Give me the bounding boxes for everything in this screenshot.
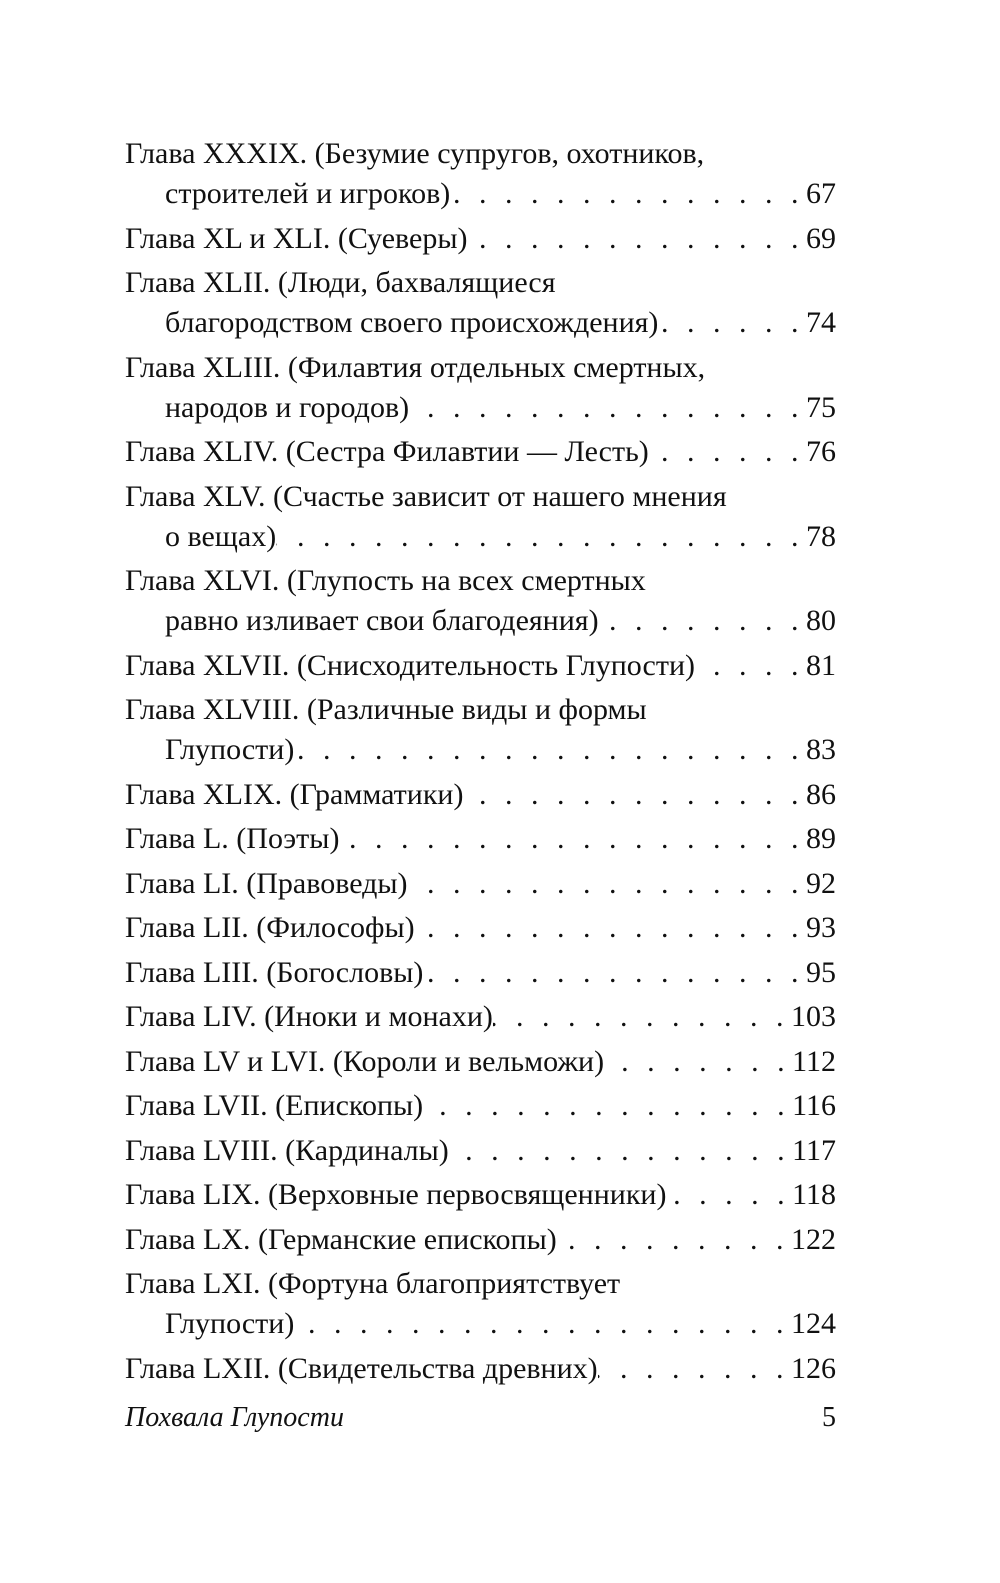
dot-leader [463, 775, 806, 815]
toc-entry-page: 95 [806, 955, 836, 989]
dot-leader [423, 953, 806, 993]
toc-entry-title: равно изливает свои благодеяния) [165, 604, 599, 637]
toc-entry-line [125, 1131, 836, 1171]
toc-entry-title: Глава XLIV. (Сестра Филавтии — Лесть) [125, 435, 649, 468]
toc-entry-page: 92 [806, 866, 836, 900]
toc-entry-page: 83 [806, 733, 836, 766]
toc-entry-line [125, 953, 836, 993]
toc-entry-page: 80 [806, 604, 836, 637]
toc-entry-line [125, 1042, 836, 1082]
page-footer [125, 1398, 836, 1438]
toc-entry [125, 1175, 836, 1215]
toc-entry-title: Глава LXII. (Свидетельства древних) [125, 1351, 598, 1385]
toc-entry [125, 997, 836, 1037]
toc-entry [125, 1264, 836, 1344]
toc-entry [125, 134, 836, 214]
toc-entry-title: Глава LIX. (Верховные первосвященники) [125, 1178, 667, 1211]
dot-leader [409, 388, 806, 428]
toc-entry [125, 953, 836, 993]
dot-leader [649, 432, 806, 472]
toc-entry-title: Глава L. (Поэты) [125, 822, 340, 855]
toc-entry-title: Глава LXI. (Фортуна благоприятствует [125, 1267, 621, 1300]
toc-entry [125, 646, 836, 686]
dot-leader [666, 1175, 792, 1215]
toc-entry-line [125, 730, 836, 770]
toc-entry [125, 864, 836, 904]
toc-entry-line [125, 864, 836, 904]
toc-entry-line [125, 348, 836, 388]
toc-entry-line [125, 819, 836, 859]
dot-leader [599, 601, 806, 641]
toc-entry-line [125, 517, 836, 557]
toc-entry-title: Глава LII. (Философы) [125, 911, 415, 944]
dot-leader [695, 646, 806, 686]
toc-entry-page: 76 [806, 435, 836, 468]
toc-entry-page: 118 [792, 1178, 836, 1211]
toc-entry-page: 103 [791, 1000, 836, 1033]
toc-entry [125, 263, 836, 343]
toc-entry-line [125, 134, 836, 174]
toc-entry [125, 1086, 836, 1126]
toc-entry-title: Глава LV и LVI. (Короли и вельможи) [125, 1044, 605, 1078]
toc-entry [125, 219, 836, 259]
toc-entry [125, 819, 836, 859]
dot-leader [598, 1349, 791, 1389]
toc-entry-title: Глава XXXIX. (Безумие супругов, охотников, [125, 137, 705, 170]
dot-leader [294, 1304, 791, 1344]
toc-entry-title: Глава LIV. (Иноки и монахи) [125, 1000, 493, 1033]
toc-entry-title: Глава LI. (Правоведы) [125, 866, 408, 900]
toc-entry-line [125, 1349, 836, 1389]
toc-entry-title: народов и городов) [165, 390, 410, 424]
toc-entry-line [125, 561, 836, 601]
toc-entry-title: Глава XLIII. (Филавтия отдельных смертных, [125, 350, 706, 384]
toc-entry-line [125, 601, 836, 641]
toc-entry-page: 93 [806, 911, 836, 944]
toc-entry-title: благородством своего происхождения) [165, 306, 659, 339]
toc-entry [125, 477, 836, 557]
toc-entry-page: 75 [806, 390, 836, 424]
toc-entry-page: 116 [792, 1089, 836, 1122]
running-book-title: Похвала Глупости [125, 1402, 344, 1433]
toc-entry-page: 112 [792, 1044, 836, 1078]
toc-entry-title: о вещах) [165, 519, 277, 553]
toc-entry-page: 126 [791, 1351, 836, 1385]
dot-leader [415, 908, 806, 948]
toc-entry [125, 908, 836, 948]
dot-leader [408, 864, 806, 904]
toc-entry-page: 74 [806, 306, 836, 339]
toc-entry-title: Глава XLVI. (Глупость на всех смертных [125, 564, 646, 597]
toc-entry-page: 69 [806, 221, 836, 255]
toc-entry-title: Глава XLIX. (Грамматики) [125, 777, 464, 811]
toc-entry-line [125, 1264, 836, 1304]
dot-leader [449, 1131, 792, 1171]
toc-entry-page: 122 [791, 1222, 836, 1256]
toc-entry [125, 1220, 836, 1260]
dot-leader [276, 517, 806, 557]
toc-entry-line [125, 388, 836, 428]
toc-entry-page: 124 [791, 1307, 836, 1340]
toc-entry [125, 775, 836, 815]
toc-entry [125, 1131, 836, 1171]
toc-entry-line [125, 1304, 836, 1344]
toc-entry-title: Глава LVIII. (Кардиналы) [125, 1133, 449, 1167]
dot-leader [339, 819, 806, 859]
toc-entry-line [125, 432, 836, 472]
toc-entry-line [125, 303, 836, 343]
toc-entry-line [125, 646, 836, 686]
toc-entry-page: 78 [806, 519, 836, 553]
dot-leader [450, 174, 806, 214]
toc-entry-title: Глава XL и XLI. (Суеверы) [125, 221, 468, 255]
toc-entry-line [125, 174, 836, 214]
toc-entry-title: Глупости) [165, 1307, 295, 1340]
toc-entry [125, 690, 836, 770]
dot-leader [423, 1086, 792, 1126]
toc-entry-title: Глава XLII. (Люди, бахвалящиеся [125, 266, 556, 299]
toc-entry-page: 86 [806, 777, 836, 811]
toc-entry-line [125, 690, 836, 730]
toc-entry-title: Глава LVII. (Епископы) [125, 1089, 424, 1122]
toc-entry [125, 1042, 836, 1082]
toc-entry-page: 89 [806, 822, 836, 855]
dot-leader [468, 219, 807, 259]
dot-leader [294, 730, 806, 770]
dot-leader [557, 1220, 791, 1260]
toc-entry-title: Глава XLVIII. (Различные виды и формы [125, 693, 647, 726]
toc-entry-line [125, 1220, 836, 1260]
toc-entry-title: Глава LX. (Германские епископы) [125, 1222, 557, 1256]
toc-entry-line [125, 775, 836, 815]
toc-entry-page: 81 [806, 648, 836, 682]
toc-entry-line [125, 477, 836, 517]
toc-entry [125, 432, 836, 472]
toc-entry-line [125, 908, 836, 948]
toc-entry [125, 1349, 836, 1389]
toc-entry-line [125, 263, 836, 303]
toc-entry-title: Глава XLVII. (Снисходительность Глупости) [125, 648, 695, 682]
toc-entry-line [125, 1175, 836, 1215]
toc-entry [125, 561, 836, 641]
toc-entry-title: строителей и игроков) [165, 177, 451, 210]
dot-leader [604, 1042, 792, 1082]
toc-entry-page: 67 [806, 177, 836, 210]
table-of-contents [125, 134, 836, 1393]
toc-entry-page: 117 [792, 1133, 836, 1167]
toc-entry-line [125, 997, 836, 1037]
toc-entry [125, 348, 836, 428]
toc-entry-line [125, 1086, 836, 1126]
toc-entry-title: Глава XLV. (Счастье зависит от нашего мнения [125, 479, 727, 513]
page-number: 5 [822, 1402, 836, 1433]
dot-leader [658, 303, 806, 343]
toc-entry-title: Глава LIII. (Богословы) [125, 955, 424, 989]
toc-entry-line [125, 219, 836, 259]
toc-entry-title: Глупости) [165, 733, 295, 766]
dot-leader [493, 997, 791, 1037]
